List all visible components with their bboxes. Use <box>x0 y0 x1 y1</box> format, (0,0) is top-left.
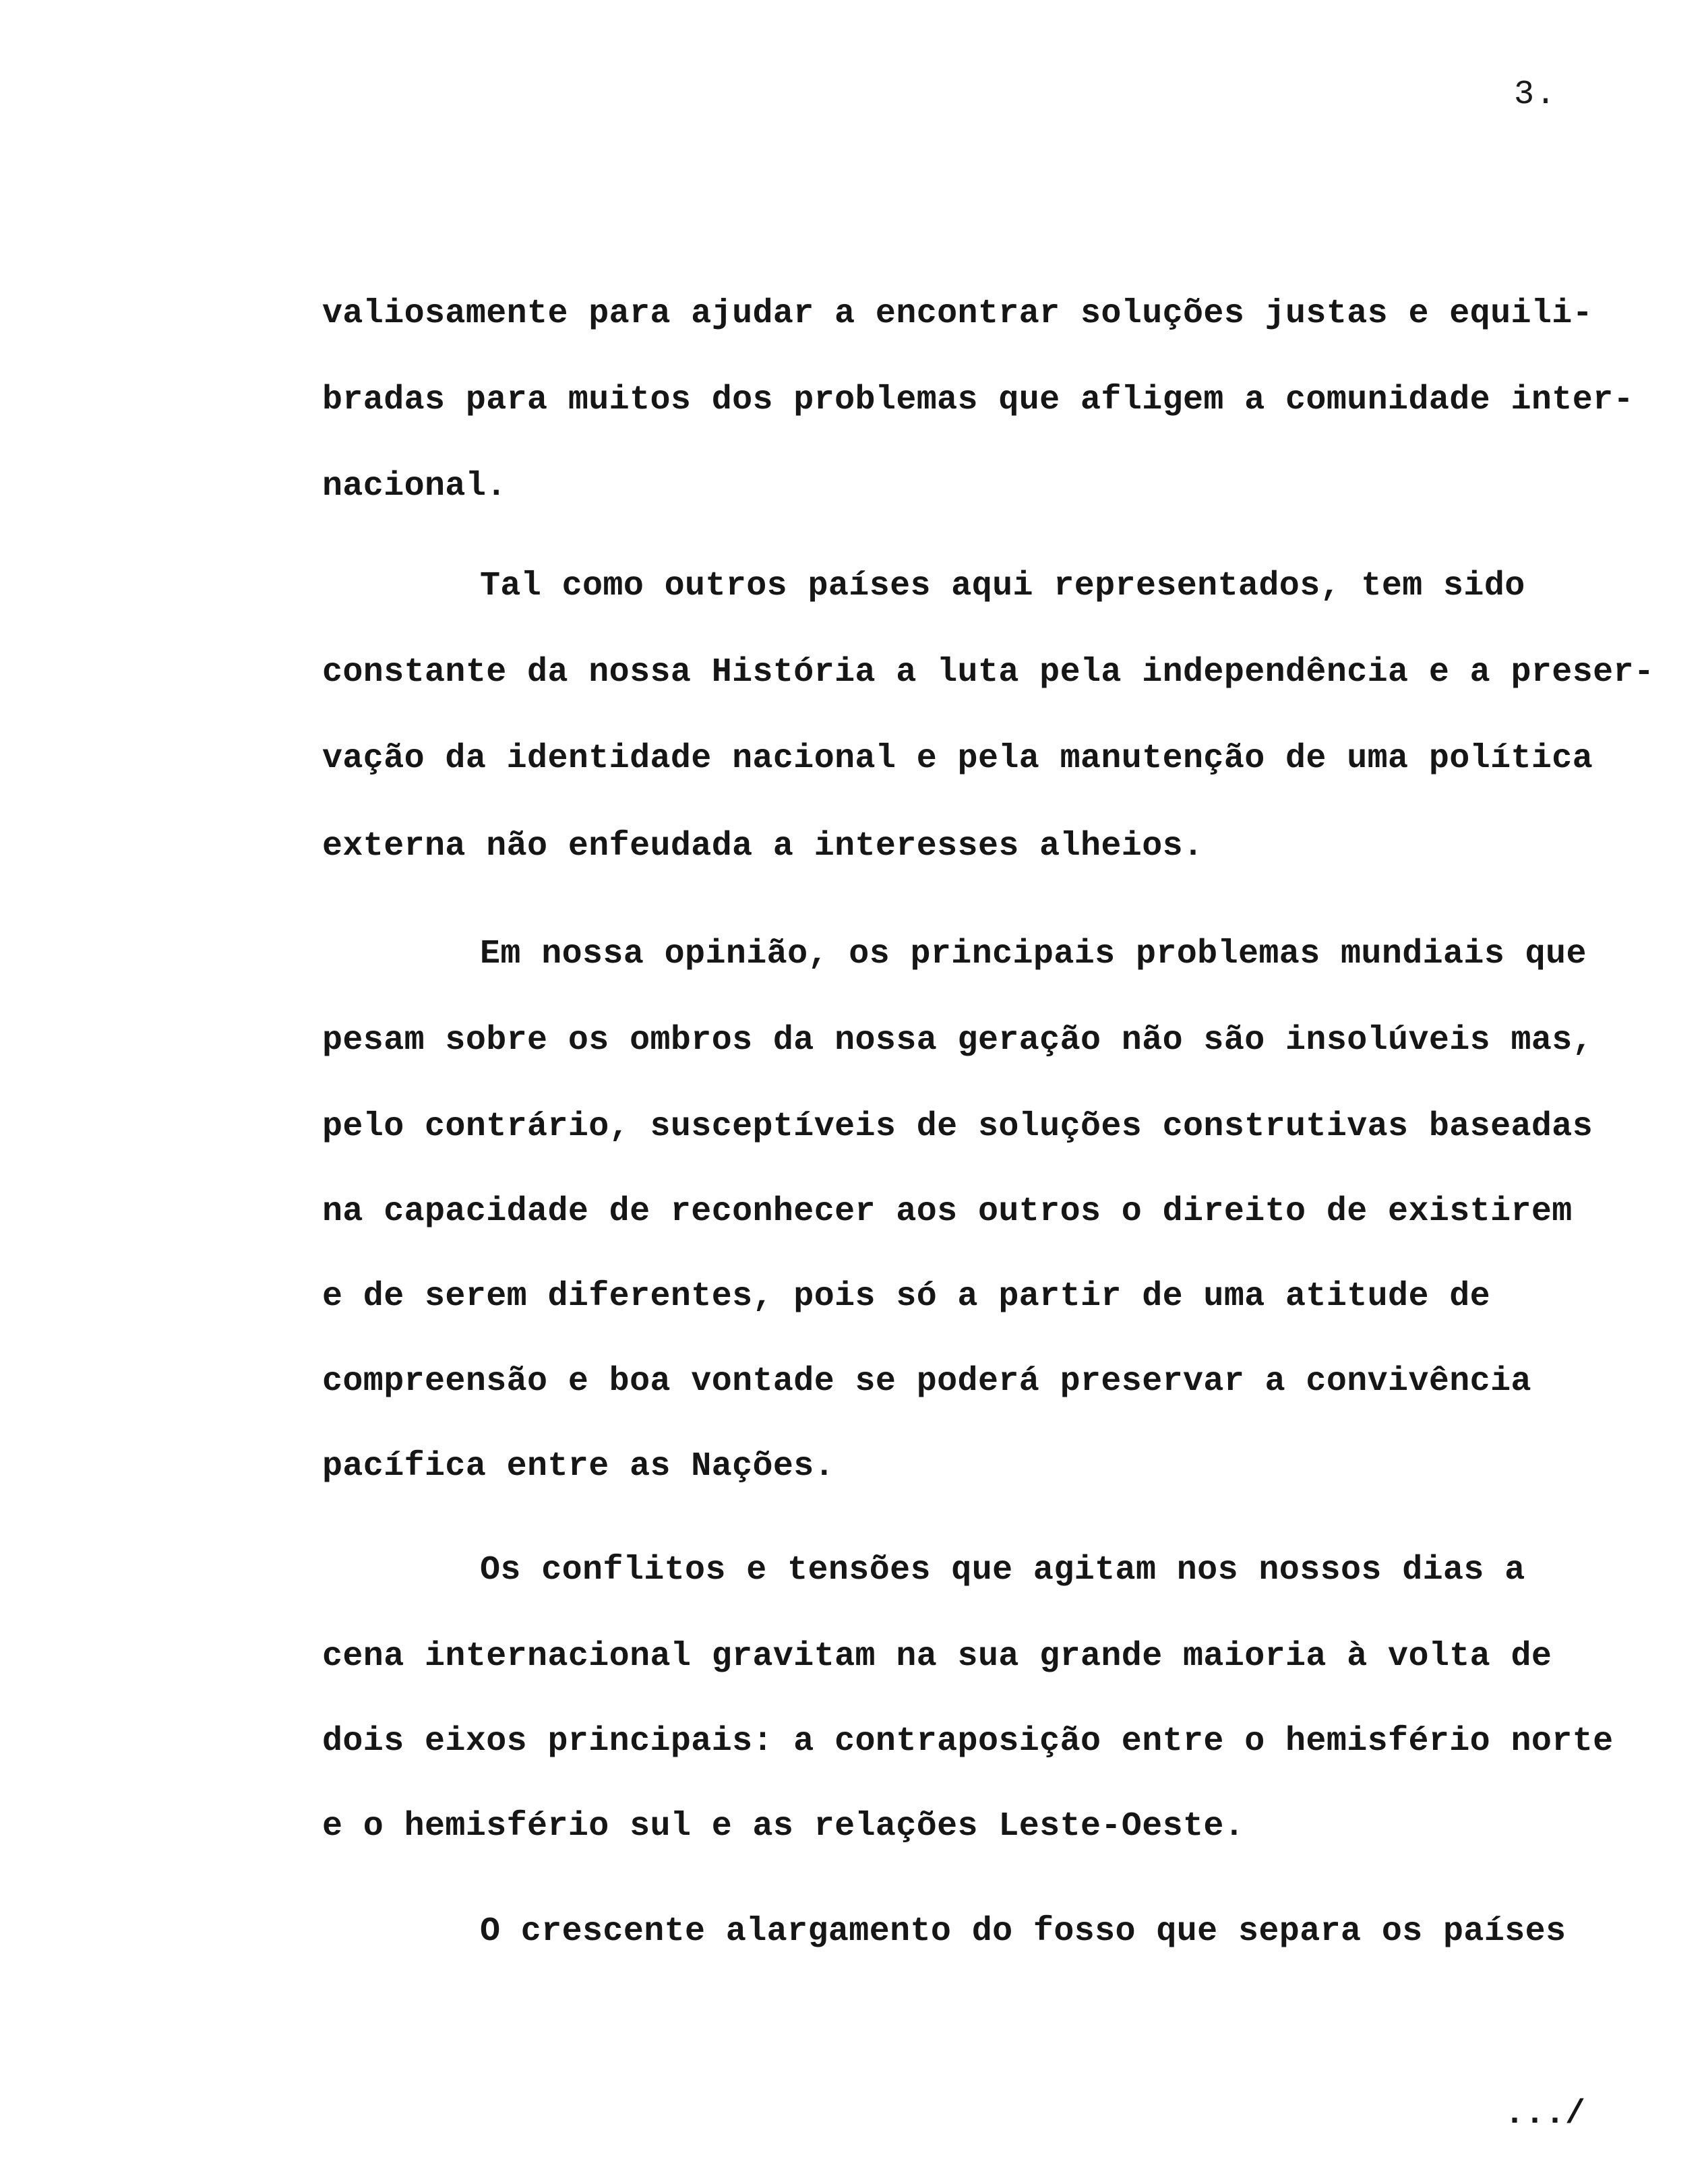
text-line: externa não enfeudada a interesses alheios. <box>322 827 1204 866</box>
text-line: vação da identidade nacional e pela manutenção de uma política <box>322 739 1593 778</box>
text-line: valiosamente para ajudar a encontrar soluções justas e equili- <box>322 295 1593 333</box>
text-line: constante da nossa História a luta pela independência e a preser- <box>322 653 1655 692</box>
text-line: cena internacional gravitam na sua grande maioria à volta de <box>322 1637 1552 1676</box>
text-line: na capacidade de reconhecer aos outros o direito de existirem <box>322 1192 1573 1231</box>
text-line: e o hemisfério sul e as relações Leste-Oeste. <box>322 1807 1245 1846</box>
text-line: pesam sobre os ombros da nossa geração não são insolúveis mas, <box>322 1021 1593 1060</box>
text-line: bradas para muitos dos problemas que afligem a comunidade inter- <box>322 381 1634 419</box>
text-line: e de serem diferentes, pois só a partir de uma atitude de <box>322 1277 1491 1316</box>
text-line: pelo contrário, susceptíveis de soluções construtivas baseadas <box>322 1108 1593 1146</box>
text-line: Os conflitos e tensões que agitam nos nossos dias a <box>480 1551 1525 1589</box>
text-line: pacífica entre as Nações. <box>322 1447 835 1486</box>
text-line: O crescente alargamento do fosso que separa os países <box>480 1912 1566 1951</box>
text-line: Em nossa opinião, os principais problemas mundiais que <box>480 935 1587 973</box>
text-line: dois eixos principais: a contraposição entre o hemisfério norte <box>322 1722 1614 1761</box>
text-line: compreensão e boa vontade se poderá preservar a convivência <box>322 1362 1531 1401</box>
text-line: nacional. <box>322 467 507 506</box>
continuation-mark: .../ <box>1504 2095 1586 2133</box>
text-line: Tal como outros países aqui representados, tem sido <box>480 567 1525 605</box>
page-number: 3. <box>1514 75 1558 114</box>
